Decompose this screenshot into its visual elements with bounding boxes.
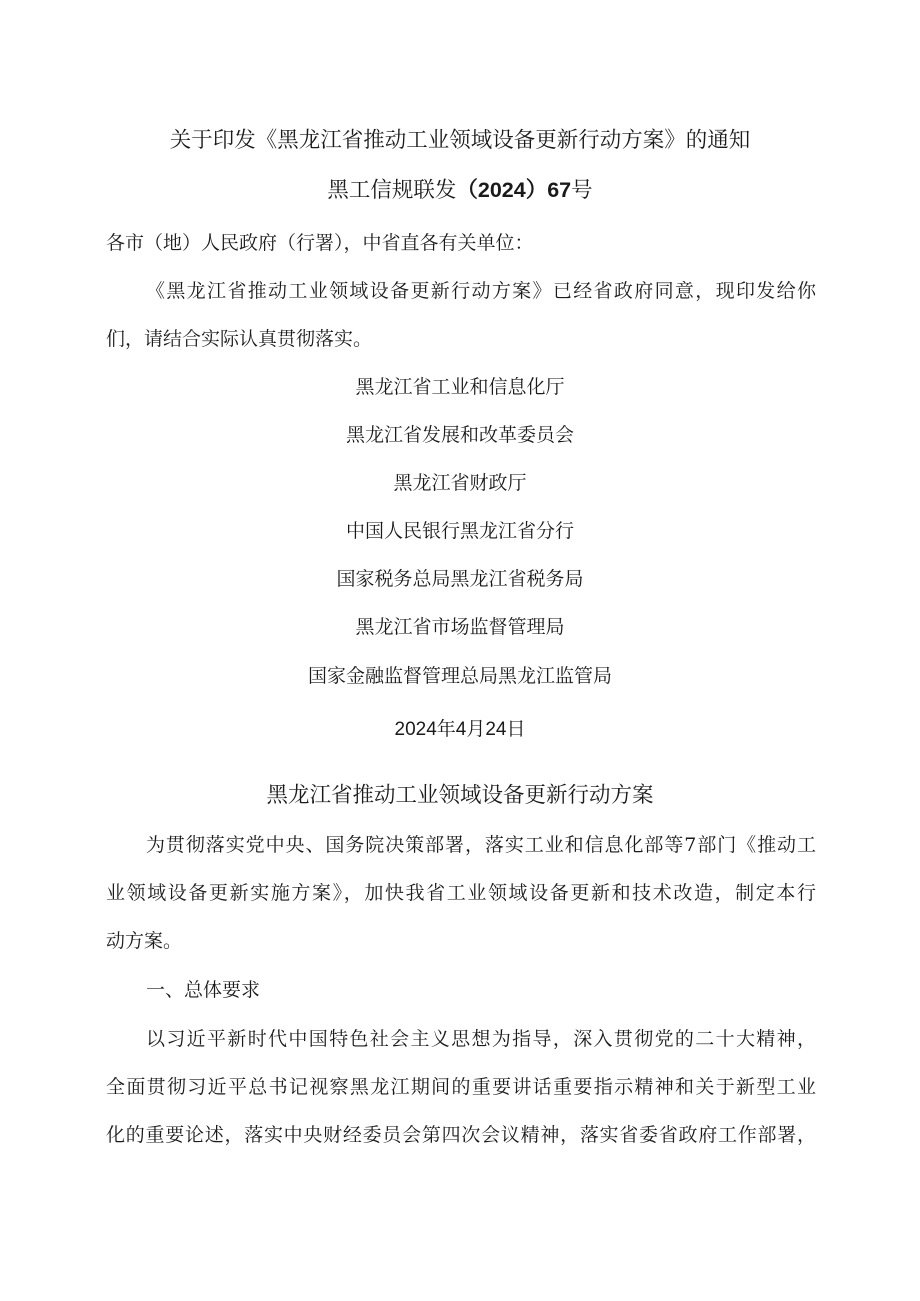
doc-number-num: （2024）67 [456,178,572,202]
section-body-line: 以习近平新时代中国特色社会主义思想为指导，深入贯彻党的二十大精神， [146,1028,816,1050]
doc-number-suffix: 号 [571,178,593,203]
issuer-name: 黑龙江省工业和信息化厅 [355,376,565,398]
issue-date: 2024年4月24日 [394,719,526,740]
section-body-line: 化的重要论述，落实中央财经委员会第四次会议精神，落实省委省政府工作部署， [106,1124,816,1146]
plan-intro-line: 为贯彻落实党中央、国务院决策部署，落实工业和信息化部等7部门《推动工 [146,834,816,856]
notice-body-line: 们，请结合实际认真贯彻落实。 [106,328,373,350]
section-heading: 一、总体要求 [146,979,261,1001]
issuer-name: 中国人民银行黑龙江省分行 [345,520,574,542]
doc-number [0,176,920,205]
doc-number-prefix: 黑工信规联发 [327,178,457,203]
notice-body-line: 《黑龙江省推动工业领域设备更新行动方案》已经省政府同意，现印发给你 [146,280,816,302]
issuer-name: 黑龙江省财政厅 [393,472,527,494]
plan-intro-line: 业领域设备更新实施方案》，加快我省工业领域设备更新和技术改造，制定本行 [106,882,816,904]
plan-title: 黑龙江省推动工业领域设备更新行动方案 [266,783,654,808]
issuer-name: 国家税务总局黑龙江省税务局 [336,568,584,590]
section-body-line: 全面贯彻习近平总书记视察黑龙江期间的重要讲话重要指示精神和关于新型工业 [106,1076,816,1098]
plan-intro-line: 动方案。 [106,930,183,952]
issuer-name: 国家金融监督管理总局黑龙江监管局 [307,665,612,687]
addressee: 各市（地）人民政府（行署），中省直各有关单位： [106,232,534,254]
notice-title: 关于印发《黑龙江省推动工业领域设备更新行动方案》的通知 [169,128,751,153]
issuer-name: 黑龙江省市场监督管理局 [355,616,565,638]
issuer-name: 黑龙江省发展和改革委员会 [345,424,574,446]
